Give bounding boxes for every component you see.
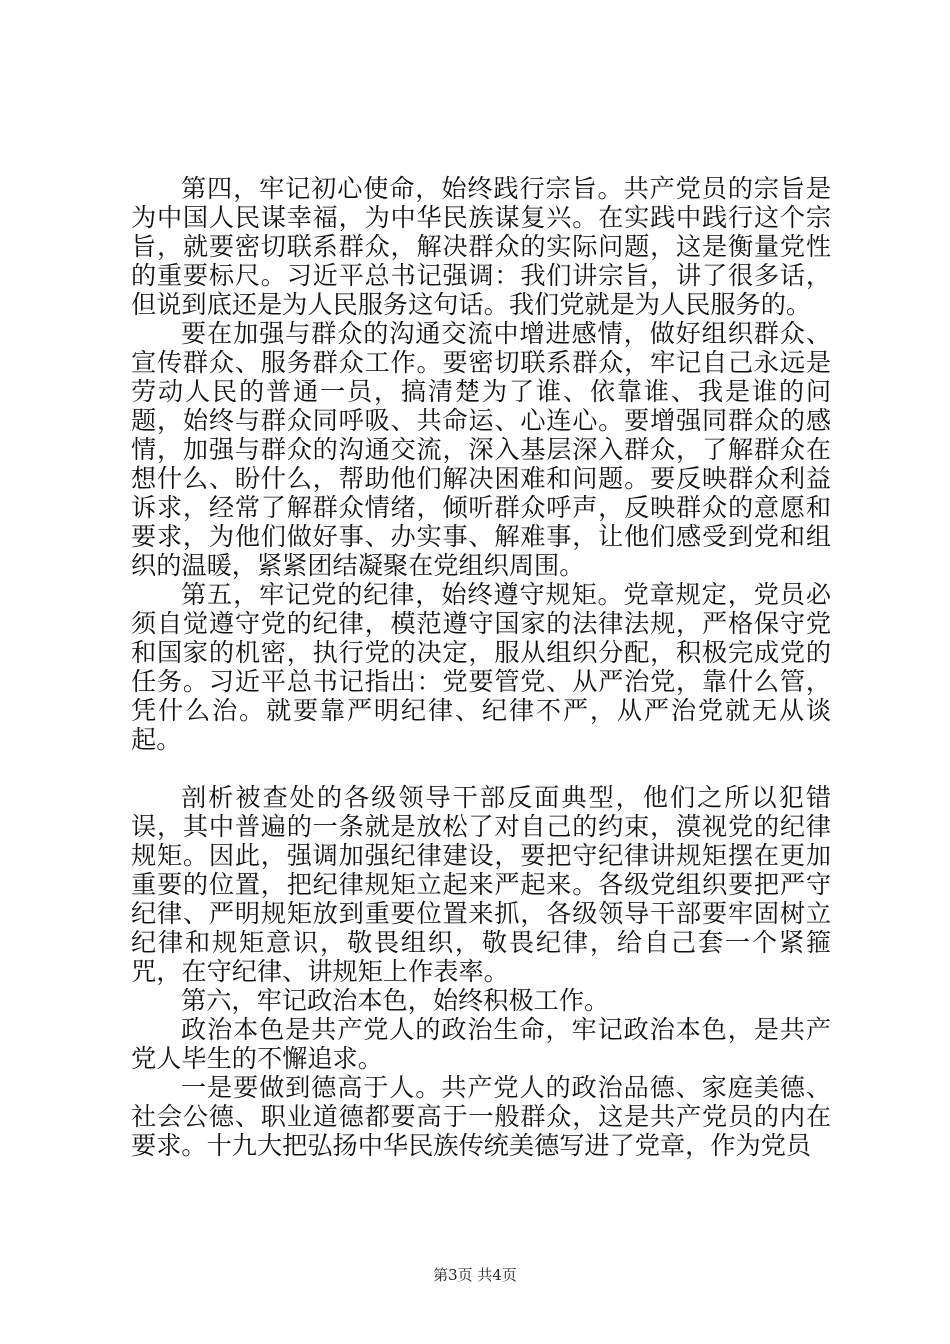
paragraph-serve-masses: 要在加强与群众的沟通交流中增进感情，做好组织群众、宣传群众、服务群众工作。要密切联系群众，牢记自己永远是劳动人民的普通一员，搞清楚为了谁、依靠谁、我是谁的问题，始终与群众同呼吸、共命运、心连心。要增强同群众的感情，加强与群众的沟通交流，深入基层深入群众，了解群众在想什么、盼什么，帮助他们解决困难和问题。要反映群众利益诉求，经常了解群众情绪，倾听群众呼声，反映群众的意愿和要求，为他们做好事、办实事、解难事，让他们感受到党和组织的温暖，紧紧团结凝聚在党组织周围。 — [131, 319, 831, 580]
page-number-footer: 第3页 共4页 — [433, 1266, 517, 1284]
paragraph-discipline-analysis: 剖析被查处的各级领导干部反面典型，他们之所以犯错误，其中普遍的一条就是放松了对自己的约束，漠视党的纪律规矩。因此，强调加强纪律建设，要把守纪律讲规矩摆在更加重要的位置，把纪律规矩立起来严起来。各级党组织要把严守纪律、严明规矩放到重要位置来抓，各级领导干部要牢固树立纪律和规矩意识，敬畏组织，敬畏纪律，给自己套一个紧箍咒，在守纪律、讲规矩上作表率。 — [131, 783, 831, 986]
document-body — [131, 174, 831, 1160]
paragraph-political-character: 政治本色是共产党人的政治生命，牢记政治本色，是共产党人毕生的不懈追求。 — [131, 1015, 831, 1073]
paragraph-fifth-principle: 第五，牢记党的纪律，始终遵守规矩。党章规定，党员必须自觉遵守党的纪律，模范遵守国家的法律法规，严格保守党和国家的机密，执行党的决定，服从组织分配，积极完成党的任务。习近平总书记指出：党要管党、从严治党，靠什么管，凭什么治。就要靠严明纪律、纪律不严，从严治党就无从谈起。 — [131, 580, 831, 754]
paragraph-fourth-principle: 第四，牢记初心使命，始终践行宗旨。共产党员的宗旨是为中国人民谋幸福，为中华民族谋复兴。在实践中践行这个宗旨，就要密切联系群众，解决群众的实际问题，这是衡量党性的重要标尺。习近平总书记强调：我们讲宗旨，讲了很多话，但说到底还是为人民服务这句话。我们党就是为人民服务的。 — [131, 174, 831, 319]
paragraph-sixth-principle: 第六，牢记政治本色，始终积极工作。 — [181, 986, 610, 1015]
paragraph-virtue: 一是要做到德高于人。共产党人的政治品德、家庭美德、社会公德、职业道德都要高于一般群众，这是共产党员的内在要求。十九大把弘扬中华民族传统美德写进了党章，作为党员 — [131, 1073, 831, 1160]
